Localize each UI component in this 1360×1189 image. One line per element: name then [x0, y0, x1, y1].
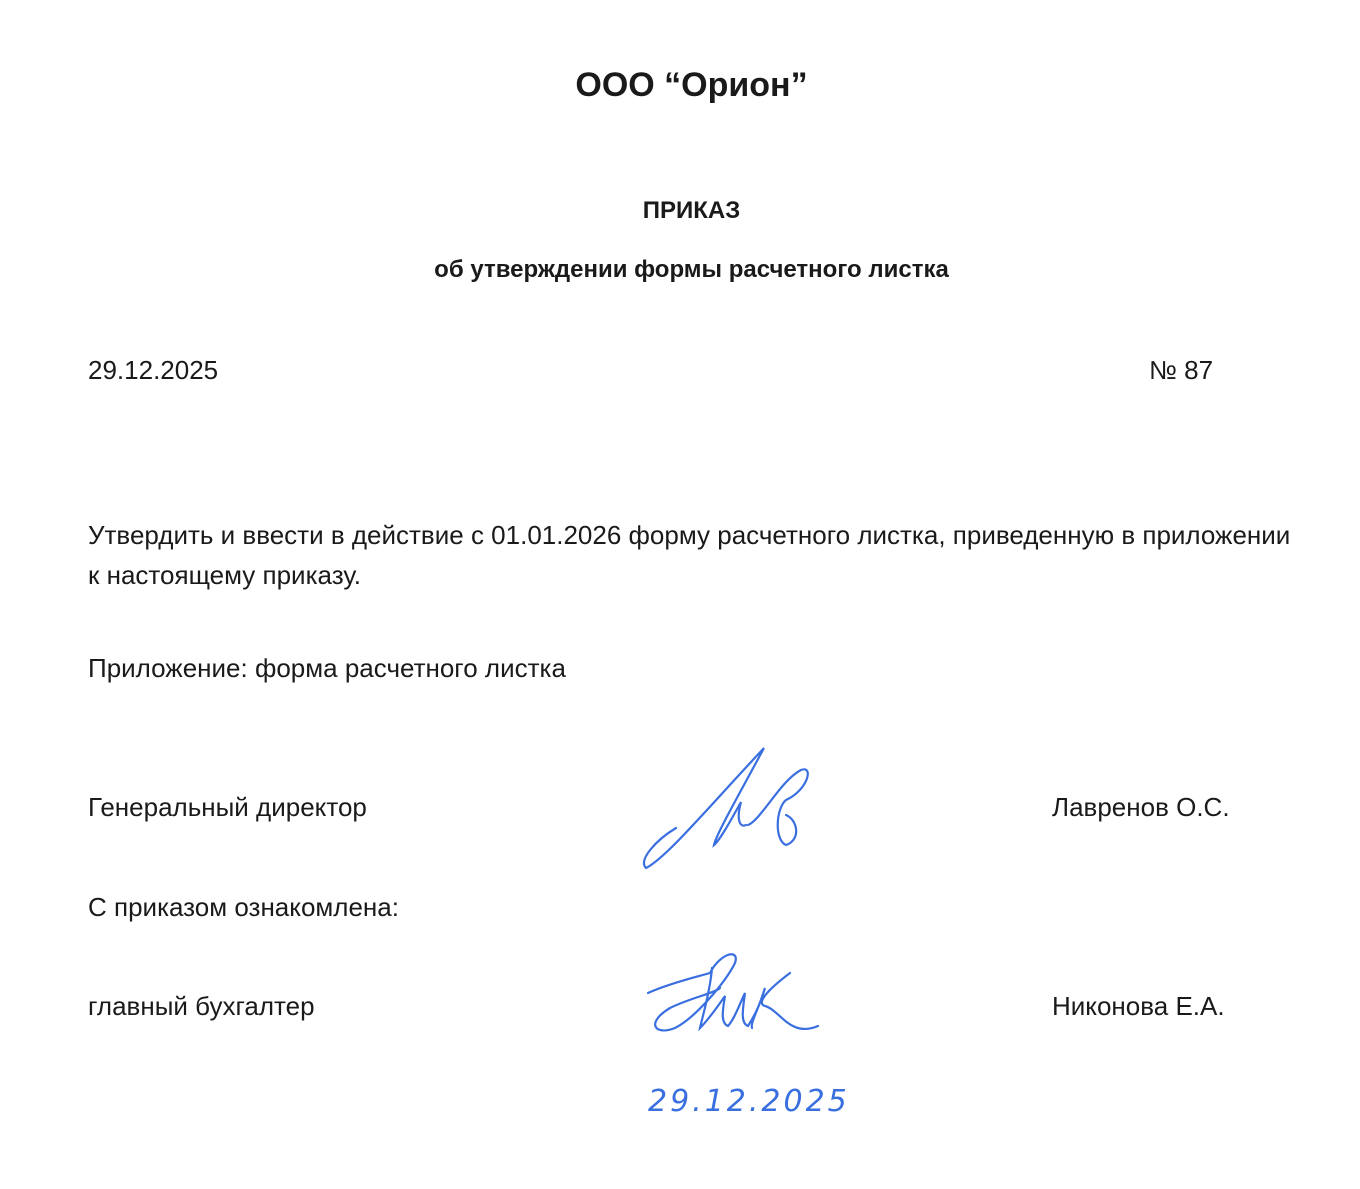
attachment-note: Приложение: форма расчетного листка	[88, 653, 566, 683]
handwritten-date: 29.12.2025	[648, 1084, 850, 1119]
acknowledgement-label: С приказом ознакомлена:	[88, 892, 399, 922]
director-signature-icon	[636, 740, 821, 875]
document-date: 29.12.2025	[88, 355, 219, 385]
director-name: Лавренов О.С.	[1052, 792, 1230, 822]
order-text: Утвердить и ввести в действие с 01.01.2026 форму расчетного листка, приведенную в приложении к настоящему приказу.	[88, 520, 1291, 590]
organization-name: ООО “Орион”	[575, 66, 808, 104]
accountant-name: Никонова Е.А.	[1052, 991, 1225, 1021]
accountant-signature-icon	[640, 948, 825, 1048]
document-subject: об утверждении формы расчетного листка	[434, 256, 949, 283]
accountant-position: главный бухгалтер	[88, 991, 315, 1021]
director-position: Генеральный директор	[88, 792, 367, 822]
document-number: № 87	[1149, 355, 1214, 385]
document-type: ПРИКАЗ	[642, 197, 741, 224]
